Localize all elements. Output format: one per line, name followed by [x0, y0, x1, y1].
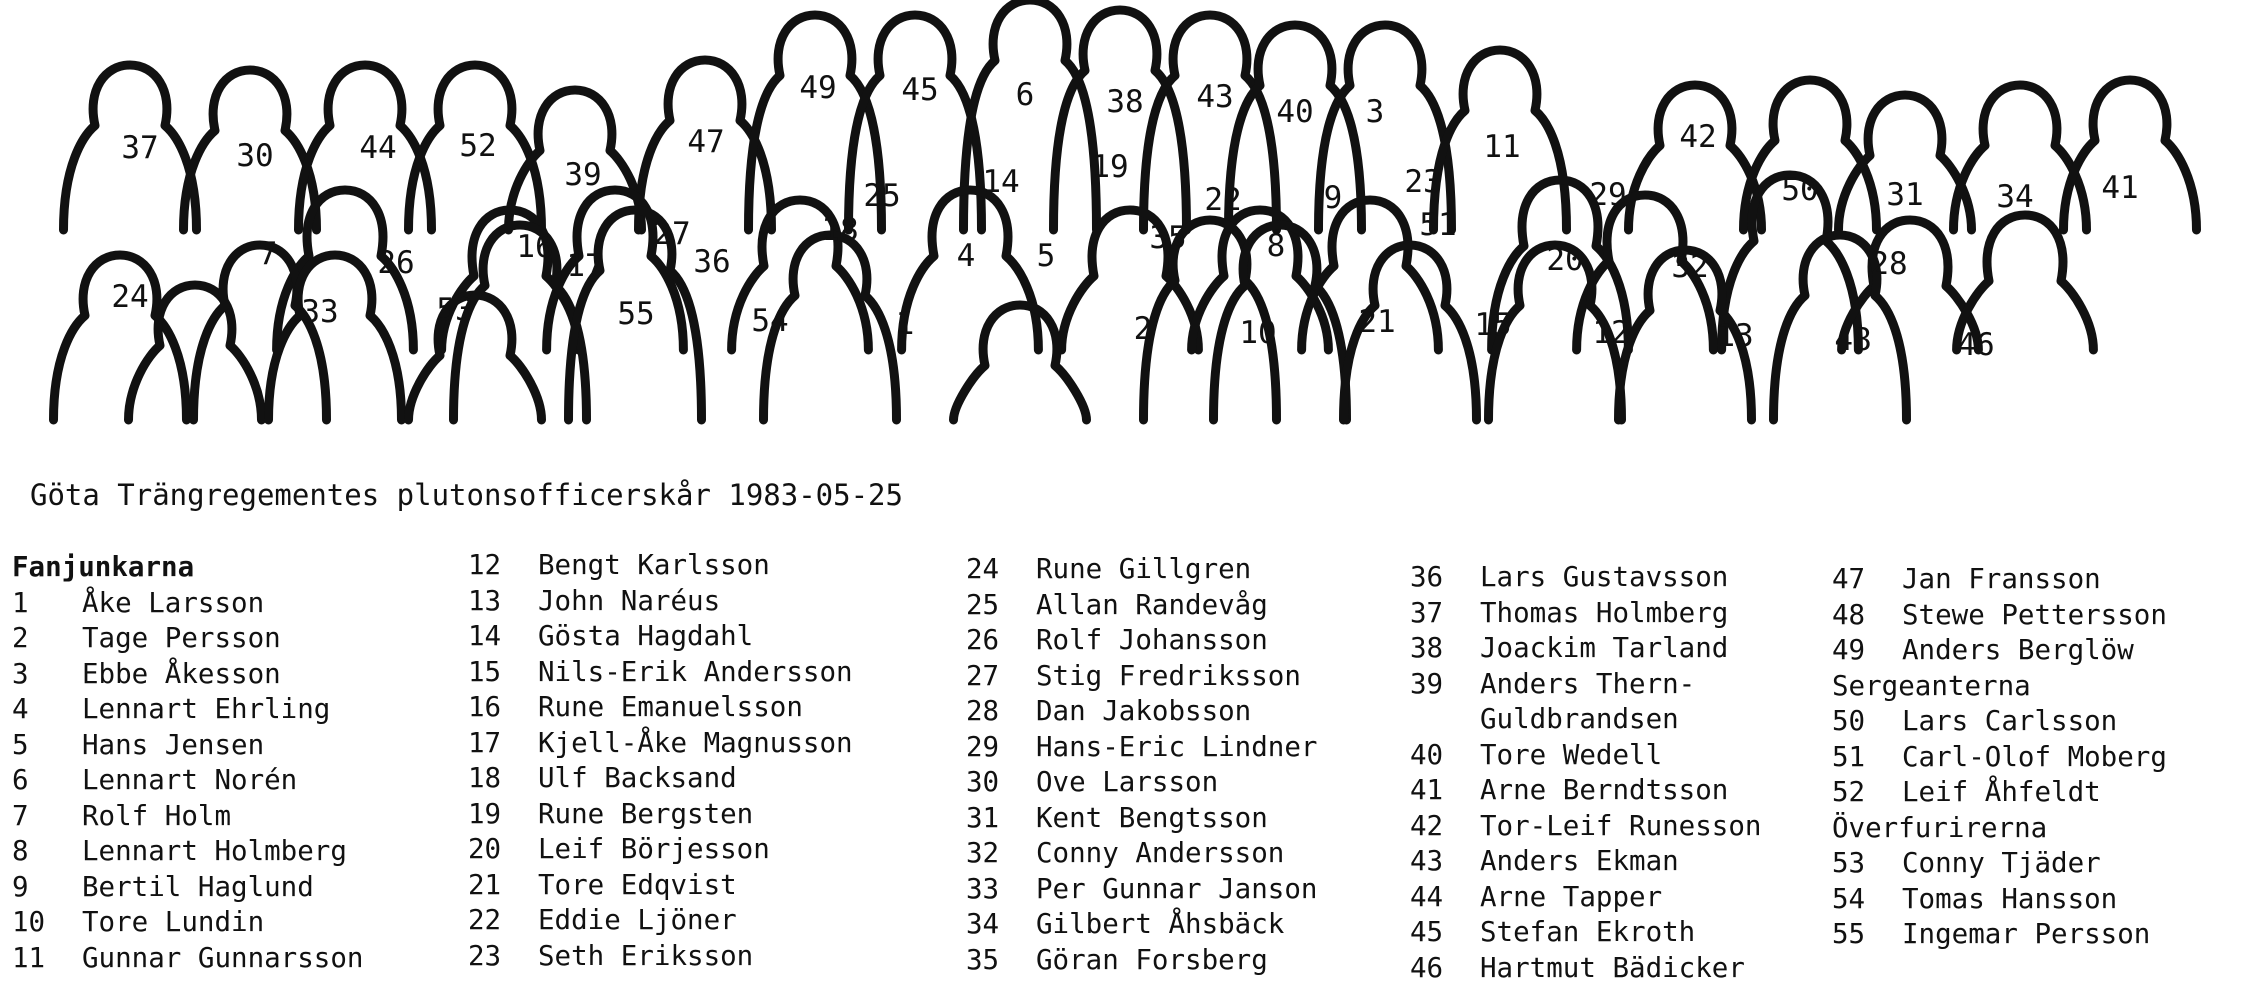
name-entry: [1410, 596, 1761, 632]
name-entry: [966, 801, 1317, 837]
name-entry: [12, 657, 363, 693]
entry-name: Rolf Holm: [82, 799, 232, 832]
silhouette-number: 21: [1358, 304, 1396, 340]
name-entry: [1832, 704, 2167, 740]
entry-name: Kent Bengtsson: [1036, 801, 1268, 834]
entry-number: 13: [468, 584, 502, 617]
name-entry: [468, 726, 853, 762]
entry-number: 12: [468, 549, 502, 581]
name-entry: [468, 690, 853, 726]
entry-name: Ebbe Åkesson: [82, 657, 281, 690]
name-entry: [1410, 844, 1761, 880]
name-entry: [1832, 562, 2167, 598]
silhouette-number: 4: [956, 238, 976, 274]
entry-number: 34: [966, 908, 1000, 940]
name-entry: [12, 586, 363, 622]
silhouette-number: 39: [564, 157, 602, 193]
silhouette-number: 54: [751, 303, 789, 339]
entry-number: 18: [468, 762, 502, 794]
entry-name: Tage Persson: [82, 622, 281, 654]
name-entry: [1410, 773, 1761, 809]
entry-name: Tomas Hansson: [1902, 882, 2118, 915]
entry-name: Per Gunnar Janson: [1036, 872, 1318, 905]
name-entry: [1410, 631, 1761, 667]
name-entry: [966, 836, 1317, 872]
entry-number: 41: [1410, 774, 1444, 806]
entry-name: Åke Larsson: [82, 586, 265, 619]
name-entry: [468, 548, 853, 584]
silhouette-number: 7: [258, 236, 278, 272]
name-entry: [468, 868, 853, 904]
entry-number: 45: [1410, 916, 1444, 948]
silhouette-number: 12: [1592, 315, 1630, 351]
name-entry: [966, 943, 1317, 979]
entry-number: 23: [468, 939, 502, 972]
silhouette-number: 38: [1106, 84, 1144, 120]
entry-name: Gösta Hagdahl: [538, 620, 754, 652]
entry-name: Lennart Norén: [82, 764, 298, 796]
entry-number: 2: [12, 622, 29, 654]
entry-number: 38: [1410, 632, 1444, 664]
entry-name: Gunnar Gunnarsson: [82, 941, 364, 974]
name-column-1: [12, 550, 363, 976]
name-entry: [12, 905, 363, 941]
name-entry: [1832, 633, 2167, 669]
entry-name: Hans Jensen: [82, 728, 265, 761]
entry-number: 14: [468, 620, 502, 652]
name-entry: [1832, 775, 2167, 811]
entry-name: Lars Carlsson: [1902, 705, 2118, 737]
name-entry: [966, 907, 1317, 943]
entry-number: 10: [12, 906, 46, 938]
silhouette-number: 40: [1276, 94, 1314, 130]
entry-number: 7: [12, 799, 29, 832]
silhouette-number: 24: [111, 279, 149, 315]
name-entry: [468, 903, 853, 939]
entry-name: Nils-Erik Andersson: [538, 655, 853, 688]
entry-number: 48: [1832, 598, 1866, 631]
entry-number: 8: [12, 835, 29, 867]
entry-name: Anders Ekman: [1480, 845, 1679, 877]
entry-number: 25: [966, 588, 1000, 621]
entry-number: 6: [12, 764, 29, 796]
entry-name: Tore Edqvist: [538, 868, 737, 901]
entry-number: 9: [12, 870, 29, 903]
silhouette-number: 34: [1996, 179, 2034, 215]
silhouette-number: 51: [1419, 207, 1457, 243]
entry-number: 36: [1410, 561, 1444, 593]
person-outline: [1054, 10, 1187, 230]
entry-name: Stefan Ekroth: [1480, 916, 1696, 948]
silhouette-number: 3: [1365, 94, 1385, 130]
entry-name: Dan Jakobsson: [1036, 695, 1252, 727]
silhouette-number: 17: [566, 248, 604, 284]
silhouette-number: 29: [1589, 177, 1627, 213]
silhouette-number: 23: [1404, 164, 1442, 200]
entry-name: Rune Bergsten: [538, 797, 754, 830]
silhouette-number: 37: [121, 130, 159, 166]
silhouette-number: 25: [863, 178, 901, 214]
entry-name: Seth Eriksson: [538, 939, 754, 972]
name-entry: [966, 872, 1317, 908]
name-entry: [966, 765, 1317, 801]
entry-name: Lars Gustavsson: [1480, 561, 1729, 593]
silhouette-number: 32: [1671, 249, 1709, 285]
entry-name: Ove Larsson: [1036, 766, 1219, 798]
silhouette-number: 50: [1781, 172, 1819, 208]
name-entry: [966, 694, 1317, 730]
entry-number: 24: [966, 553, 1000, 585]
entry-number: 43: [1410, 845, 1444, 877]
name-column-2: [468, 548, 853, 974]
name-entry: [1410, 560, 1761, 596]
name-entry: [12, 728, 363, 764]
silhouette-number: 10: [1239, 315, 1277, 351]
silhouette-number: 55: [617, 296, 655, 332]
entry-number: 22: [468, 904, 502, 936]
entry-name: Stewe Pettersson: [1902, 598, 2167, 631]
group-header: Sergeanterna: [1832, 669, 2031, 702]
entry-number: 29: [966, 730, 1000, 763]
entry-number: 42: [1410, 809, 1444, 842]
name-entry: [966, 552, 1317, 588]
name-column-4: [1410, 560, 1761, 986]
entry-name: Bertil Haglund: [82, 870, 314, 903]
entry-name: Leif Börjesson: [538, 833, 770, 865]
name-entry: [12, 799, 363, 835]
silhouette-number: 13: [1716, 318, 1754, 354]
silhouette-number: 2: [1133, 311, 1153, 347]
entry-number: 20: [468, 833, 502, 865]
entry-number: 5: [12, 728, 29, 761]
entry-name: Tore Wedell: [1480, 738, 1663, 771]
entry-name: Ulf Backsand: [538, 762, 737, 794]
entry-number: 21: [468, 868, 502, 901]
entry-name: Lennart Ehrling: [82, 693, 331, 725]
entry-name: Arne Berndtsson: [1480, 774, 1729, 806]
name-entry: [966, 730, 1317, 766]
entry-name: Hartmut Bädicker: [1480, 951, 1745, 984]
entry-number: 17: [468, 726, 502, 759]
entry-number: 44: [1410, 880, 1444, 913]
silhouette-number: 33: [301, 294, 339, 330]
silhouette-number: 28: [1870, 246, 1908, 282]
silhouette-number: 19: [1091, 149, 1129, 185]
name-column-3: [966, 552, 1317, 978]
entry-number: 51: [1832, 740, 1866, 773]
entry-number: 31: [966, 801, 1000, 834]
name-entry: [12, 941, 363, 977]
entry-number: 32: [966, 837, 1000, 869]
entry-number: 11: [12, 941, 46, 974]
entry-name: Jan Fransson: [1902, 563, 2101, 595]
name-entry: [1410, 915, 1761, 951]
name-entry: [1832, 882, 2167, 918]
name-entry: [468, 939, 853, 975]
silhouette-number: 9: [1323, 180, 1343, 216]
silhouette-number: 20: [1546, 242, 1584, 278]
silhouette-number: 31: [1886, 177, 1924, 213]
entry-name: Conny Andersson: [1036, 837, 1285, 869]
name-entry: [1410, 702, 1761, 738]
silhouette-number: 45: [901, 72, 939, 108]
entry-number: 40: [1410, 738, 1444, 771]
silhouette-number: 46: [1957, 327, 1995, 363]
entry-name: Rolf Johansson: [1036, 624, 1268, 656]
entry-name: Kjell-Åke Magnusson: [538, 726, 853, 759]
entry-name: Lennart Holmberg: [82, 835, 347, 867]
entry-number: 55: [1832, 918, 1866, 950]
entry-name: Gilbert Åhsbäck: [1036, 908, 1285, 940]
entry-name: Anders Thern-: [1480, 667, 1696, 700]
name-entry: [1410, 809, 1761, 845]
entry-number: 16: [468, 691, 502, 723]
silhouette-number: 8: [1266, 228, 1286, 264]
entry-name: Thomas Holmberg: [1480, 596, 1729, 629]
silhouette-number: 47: [687, 124, 725, 160]
entry-name: Leif Åhfeldt: [1902, 776, 2101, 808]
name-entry: [12, 870, 363, 906]
silhouette-number: 26: [377, 245, 415, 281]
entry-name: Bengt Karlsson: [538, 549, 770, 581]
entry-name: Rune Gillgren: [1036, 553, 1252, 585]
entry-number: 50: [1832, 705, 1866, 737]
silhouette-number: 22: [1204, 182, 1242, 218]
entry-number: 1: [12, 586, 29, 619]
entry-number: 28: [966, 695, 1000, 727]
name-entry: [1410, 951, 1761, 987]
name-entry: [1832, 917, 2167, 953]
silhouette-number: 15: [1474, 307, 1512, 343]
silhouette-number: 36: [693, 244, 731, 280]
name-entry: [468, 797, 853, 833]
entry-number: 26: [966, 624, 1000, 656]
entry-name: Hans-Eric Lindner: [1036, 730, 1318, 763]
name-entry: [966, 588, 1317, 624]
entry-name: Conny Tjäder: [1902, 847, 2101, 879]
entry-name: Ingemar Persson: [1902, 918, 2151, 950]
entry-number: 53: [1832, 847, 1866, 879]
name-entry: [468, 832, 853, 868]
name-entry: [468, 619, 853, 655]
entry-name: John Naréus: [538, 584, 721, 617]
name-entry: [1410, 667, 1761, 703]
entry-number: 15: [468, 655, 502, 688]
silhouette-figure: [0, 0, 2242, 430]
person-outline: [409, 295, 542, 420]
entry-number: 52: [1832, 776, 1866, 808]
name-entry: [12, 834, 363, 870]
group-header: Överfurirerna: [1832, 811, 2048, 844]
entry-name: Tore Lundin: [82, 906, 265, 938]
entry-number: 54: [1832, 882, 1866, 915]
name-entry: [468, 655, 853, 691]
entry-number: 49: [1832, 634, 1866, 666]
name-entry: [1410, 738, 1761, 774]
silhouette-number: 48: [1834, 322, 1872, 358]
entry-name: Rune Emanuelsson: [538, 691, 803, 723]
silhouette-number: 11: [1483, 129, 1521, 165]
entry-name: Stig Fredriksson: [1036, 659, 1301, 692]
caption-title: Göta Trängregementes plutonsofficerskår 1983-05-25: [30, 478, 903, 512]
name-entry: [12, 621, 363, 657]
silhouette-number: 5: [1036, 238, 1056, 274]
silhouette-number: 16: [516, 229, 554, 265]
silhouette-number: 42: [1679, 119, 1717, 155]
silhouette-number: 27: [653, 216, 691, 252]
entry-number: 19: [468, 797, 502, 830]
silhouette-number: 30: [236, 138, 274, 174]
entry-number: 37: [1410, 596, 1444, 629]
entry-number: 47: [1832, 563, 1866, 595]
silhouette-number: 53: [436, 292, 474, 328]
name-entry: [468, 584, 853, 620]
name-entry: [1410, 880, 1761, 916]
entry-name: Eddie Ljöner: [538, 904, 737, 936]
entry-name: Allan Randevåg: [1036, 588, 1268, 621]
silhouette-number: 1: [895, 306, 915, 342]
silhouette-outlines: [54, 0, 2197, 420]
entry-name: Anders Berglöw: [1902, 634, 2134, 666]
entry-name: Arne Tapper: [1480, 880, 1663, 913]
entry-number: 35: [966, 943, 1000, 976]
entry-number: 27: [966, 659, 1000, 692]
entry-number: 33: [966, 872, 1000, 905]
silhouette-number: 49: [799, 70, 837, 106]
silhouette-number: 14: [982, 164, 1020, 200]
silhouette-number: 43: [1196, 79, 1234, 115]
entry-name: Carl-Olof Moberg: [1902, 740, 2167, 773]
entry-number: 30: [966, 766, 1000, 798]
entry-number: 4: [12, 693, 29, 725]
silhouette-number: 35: [1149, 220, 1187, 256]
silhouette-number: 52: [459, 128, 497, 164]
name-column-5: [1832, 562, 2167, 953]
entry-number: 3: [12, 657, 29, 690]
silhouette-number: 6: [1015, 77, 1035, 113]
entry-name: Joackim Tarland: [1480, 632, 1729, 664]
name-entry: [1832, 846, 2167, 882]
name-entry: [12, 692, 363, 728]
name-entry: [468, 761, 853, 797]
name-entry: [12, 763, 363, 799]
silhouette-number: 18: [821, 212, 859, 248]
entry-number: 46: [1410, 951, 1444, 984]
silhouette-number: 41: [2101, 170, 2139, 206]
entry-name: Göran Forsberg: [1036, 943, 1268, 976]
entry-name: Guldbrandsen: [1480, 703, 1679, 735]
entry-name: Tor-Leif Runesson: [1480, 809, 1762, 842]
name-entry: [966, 623, 1317, 659]
entry-number: 39: [1410, 667, 1444, 700]
name-entry: [1832, 740, 2167, 776]
silhouette-number: 44: [359, 130, 397, 166]
group-header: Fanjunkarna: [12, 551, 195, 583]
name-entry: [1832, 598, 2167, 634]
name-entry: [966, 659, 1317, 695]
